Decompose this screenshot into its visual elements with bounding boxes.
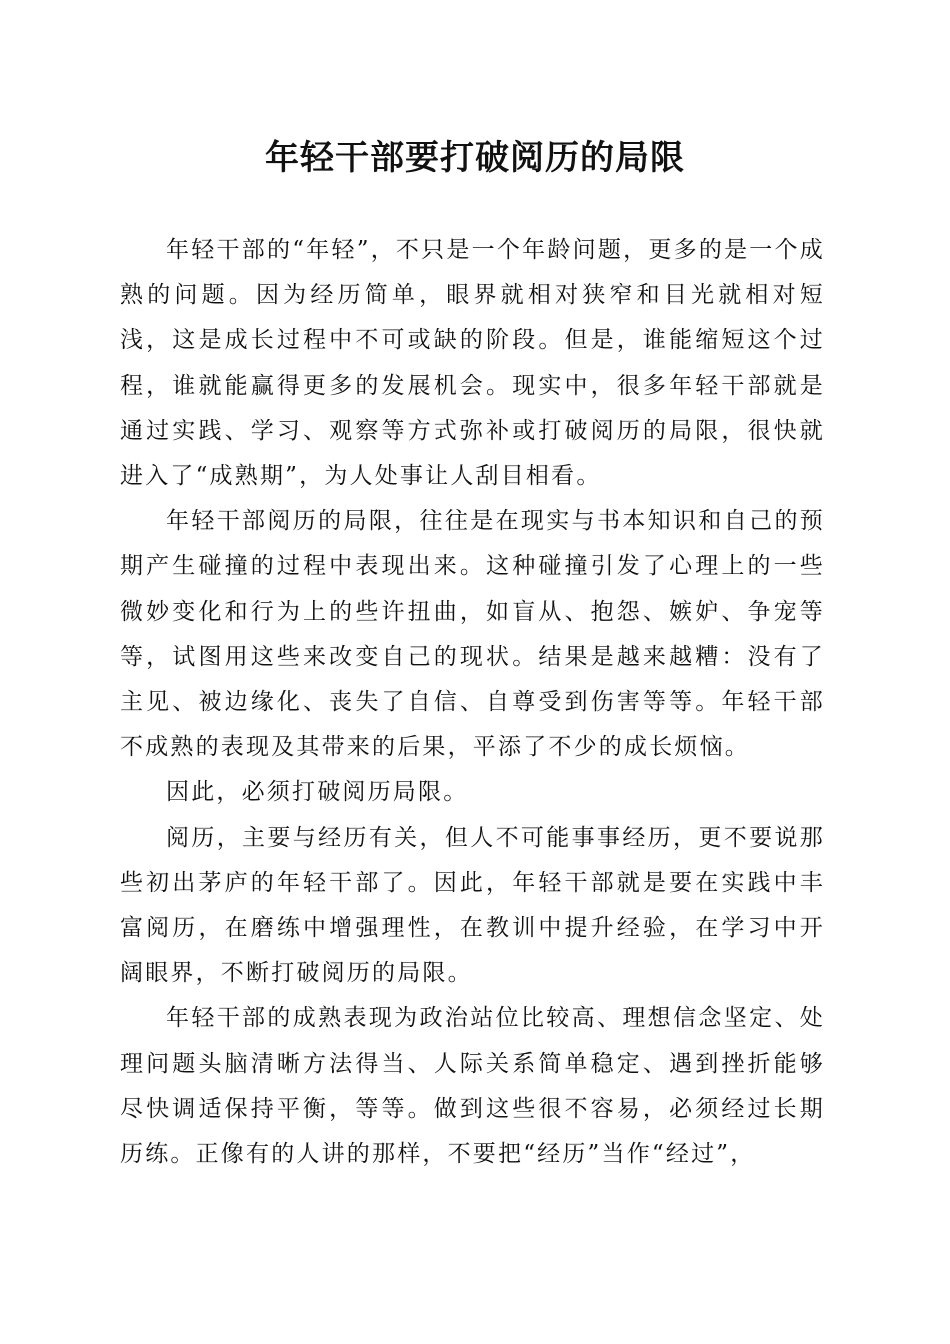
document-body [120,228,825,1177]
paragraph-1: 年轻干部的“年轻”，不只是一个年龄问题，更多的是一个成熟的问题。因为经历简单，眼界就相对狭窄和目光就相对短浅，这是成长过程中不可或缺的阶段。但是，谁能缩短这个过程，谁就能赢得更多的发展机会。现实中，很多年轻干部就是通过实践、学习、观察等方式弥补或打破阅历的局限，很快就进入了“成熟期”，为人处事让人刮目相看。 [120,237,825,490]
paragraph-3: 因此，必须打破阅历局限。 [166,779,469,806]
paragraph-5: 年轻干部的成熟表现为政治站位比较高、理想信念坚定、处理问题头脑清晰方法得当、人际关系简单稳定、遇到挫折能够尽快调适保持平衡，等等。做到这些很不容易，必须经过长期历练。正像有的人讲的那样，不要把“经历”当作“经过”， [120,1005,825,1168]
document-title: 年轻干部要打破阅历的局限 [265,138,685,178]
paragraph-2: 年轻干部阅历的局限，往往是在现实与书本知识和自己的预期产生碰撞的过程中表现出来。这种碰撞引发了心理上的一些微妙变化和行为上的些许扭曲，如盲从、抱怨、嫉妒、争宠等等，试图用这些来改变自己的现状。结果是越来越糟：没有了主见、被边缘化、丧失了自信、自尊受到伤害等等。年轻干部不成熟的表现及其带来的后果，平添了不少的成长烦恼。 [120,508,825,761]
paragraph-4: 阅历，主要与经历有关，但人不可能事事经历，更不要说那些初出茅庐的年轻干部了。因此，年轻干部就是要在实践中丰富阅历，在磨练中增强理性，在教训中提升经验，在学习中开阔眼界，不断打破阅历的局限。 [120,824,825,987]
